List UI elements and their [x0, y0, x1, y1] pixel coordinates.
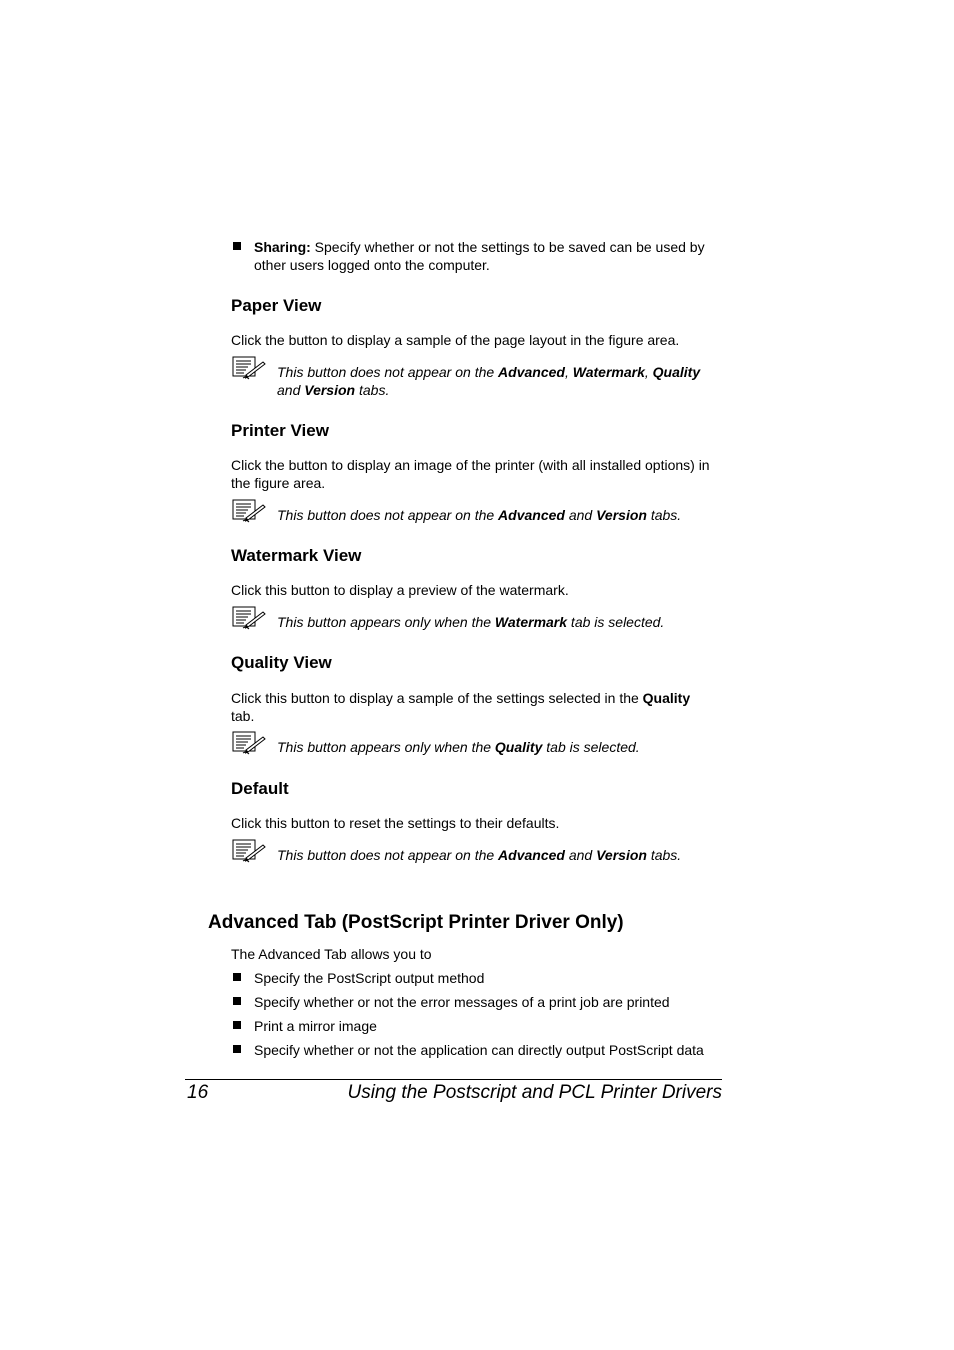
paper-view-note: This button does not appear on the Advanced, Watermark, Quality and Version tabs.: [277, 364, 701, 398]
sharing-text-line2: other users logged onto the computer.: [254, 257, 490, 273]
list-item: Print a mirror image: [254, 1018, 377, 1034]
paper-view-heading: Paper View: [231, 296, 322, 315]
default-heading: Default: [231, 779, 289, 798]
list-item: Specify whether or not the application can directly output PostScript data: [254, 1042, 704, 1058]
footer-rule: [185, 1079, 722, 1080]
default-note: This button does not appear on the Advanced and Version tabs.: [277, 847, 682, 863]
quality-view-heading: Quality View: [231, 653, 332, 672]
watermark-view-heading: Watermark View: [231, 546, 362, 565]
sharing-text: [254, 238, 734, 274]
paper-view-body: Click the button to display a sample of the page layout in the figure area.: [231, 332, 680, 348]
printer-view-note: This button does not appear on the Advanced and Version tabs.: [277, 507, 682, 523]
footer-title: Using the Postscript and PCL Printer Drivers: [347, 1082, 722, 1103]
quality-view-body: Click this button to display a sample of the settings selected in the Quality tab.: [231, 690, 691, 724]
bullet-marker: [233, 242, 241, 250]
sharing-term: Sharing:: [254, 239, 311, 255]
bullet-marker: [233, 997, 241, 1005]
list-item: Specify whether or not the error messages of a print job are printed: [254, 994, 670, 1010]
note-icon: [232, 356, 266, 380]
list-item: Specify the PostScript output method: [254, 970, 485, 986]
note-icon: [232, 731, 266, 755]
default-body: Click this button to reset the settings to their defaults.: [231, 815, 560, 831]
watermark-view-body: Click this button to display a preview of the watermark.: [231, 582, 569, 598]
watermark-view-note: This button appears only when the Watermark tab is selected.: [277, 614, 665, 630]
note-icon: [232, 606, 266, 630]
printer-view-body: Click the button to display an image of the printer (with all installed options) in the figure area.: [231, 457, 710, 491]
bullet-marker: [233, 1045, 241, 1053]
bullet-marker: [233, 1021, 241, 1029]
note-icon: [232, 839, 266, 863]
note-icon: [232, 499, 266, 523]
bullet-marker: [233, 973, 241, 981]
quality-view-note: This button appears only when the Quality tab is selected.: [277, 739, 640, 755]
sharing-item: [254, 238, 734, 274]
advanced-tab-intro: The Advanced Tab allows you to: [231, 946, 432, 962]
printer-view-heading: Printer View: [231, 421, 329, 440]
sharing-text-line1: Specify whether or not the settings to be saved can be used by: [310, 239, 705, 255]
page-number: 16: [187, 1082, 209, 1103]
advanced-tab-heading: Advanced Tab (PostScript Printer Driver Only): [208, 912, 624, 933]
